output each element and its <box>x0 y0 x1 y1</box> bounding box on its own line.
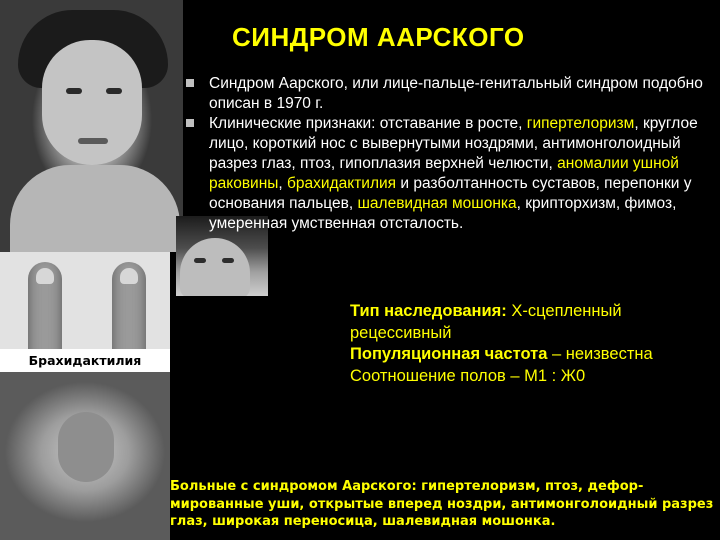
bullet-item-1 <box>186 74 706 114</box>
photo-small-eye-left <box>194 258 206 263</box>
photo-nail <box>120 268 138 284</box>
inheritance-info <box>350 301 715 387</box>
bullet-highlight: шалевидная мошонка <box>357 195 517 212</box>
bullet-square-icon <box>186 79 194 87</box>
bullet-text: Синдром Аарского, или лице-пальце-генитальный синдром подобно описан в 1970 г. <box>209 75 703 112</box>
photo-mouth <box>78 138 108 144</box>
inheritance-type <box>350 301 715 344</box>
brachydactyly-label: Брахидактилия <box>0 349 170 372</box>
bullet-text-part: , круглое лицо, короткий нос с вывернутыми ноздрями, антимонголоидный разрез глаз, птоз, гипоплазия верхней челюсти, <box>209 115 698 172</box>
bullet-text-part: , <box>278 175 288 192</box>
photo-caption: Больные с синдромом Аарского: гипертелоризм, птоз, дефор-мированные уши, открытые вперед ноздри, антимонголоидный разрез глаз, широкая переносица, шалевидная мошонка. <box>170 479 714 529</box>
bullet-list <box>186 74 706 234</box>
photo-shape <box>58 412 114 482</box>
photo-eye-left <box>66 88 82 94</box>
slide-title: СИНДРОМ ААРСКОГО <box>232 22 525 52</box>
bullet-text-part: , крипторхизм, фимоз, умеренная умственная отсталость. <box>209 195 677 232</box>
bullet-item-2 <box>186 114 706 234</box>
population-frequency-label: Популяционная частота <box>350 345 548 363</box>
photo-nail <box>36 268 54 284</box>
photo-small-face <box>180 238 250 296</box>
bullet-text-part: Клинические признаки: отставание в росте, <box>209 115 527 132</box>
population-frequency <box>350 344 715 366</box>
photo-eye-right <box>106 88 122 94</box>
bullet-square-icon <box>186 119 194 127</box>
photo-small-eye-right <box>222 258 234 263</box>
photo-face <box>42 40 142 165</box>
bullet-highlight: гипертелоризм <box>526 115 635 132</box>
bullet-text-part: и разболтанность суставов, перепонки у основания пальцев, <box>209 175 692 212</box>
inheritance-type-value: Х-сцепленный рецессивный <box>350 302 622 342</box>
sex-ratio: Соотношение полов – М1 : Ж0 <box>350 366 586 385</box>
population-frequency-value: – неизвестна <box>547 345 653 363</box>
bullet-highlight: брахидактилия <box>287 175 397 192</box>
photo-neck <box>10 165 180 252</box>
inheritance-type-label: Тип наследования: <box>350 302 507 320</box>
patient-face-photo <box>0 0 183 252</box>
bullet-highlight: аномалии ушной раковины <box>209 155 679 192</box>
genital-anomaly-photo <box>0 372 170 540</box>
